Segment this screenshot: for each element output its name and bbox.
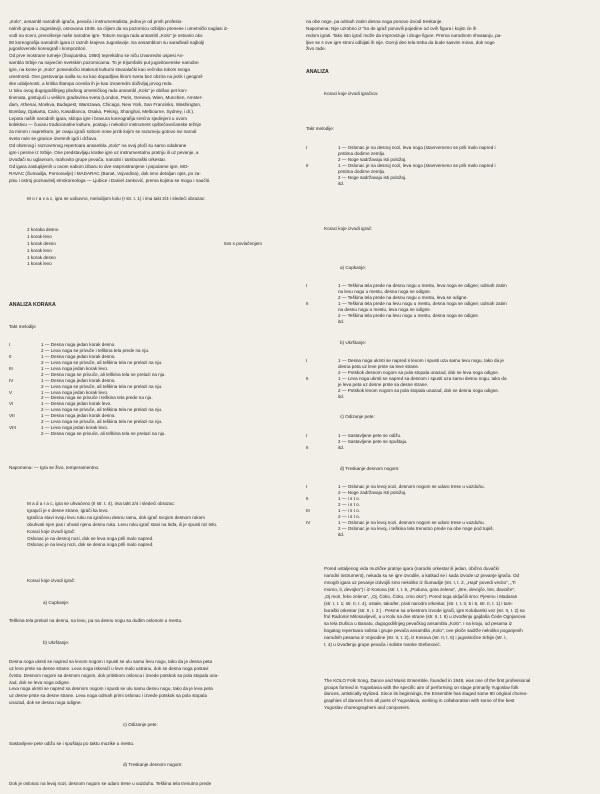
measure-number: V xyxy=(9,389,13,395)
r-ukrstanje-heading: b) Ukrštanje: xyxy=(340,339,367,345)
treskanje-text: Dok je oslonac na levoj nozi, desnom nogom se udaro trese u vazduhu. Teškina tela trenutno prede xyxy=(9,781,212,787)
step-text: 1 — Desna noga jedan korak levo. xyxy=(41,401,112,407)
step-text: itd. xyxy=(338,180,345,186)
measure-number: I xyxy=(306,358,308,364)
step-text: 1 — Oslonac je na desnoj nozi, leva noga (stavrvemeno se prili malo napred i xyxy=(338,162,496,168)
measure-number: I xyxy=(9,342,11,348)
text-line: Desna noga ukrsti se napred sa levom nogom i spusti se ulu samu levu nogu, tako da je desna peta xyxy=(9,658,213,664)
step-text: 1 — Leva noga ukrsti se napred sa desnom i spusti uza samu desnu nogu, tako da xyxy=(338,375,507,381)
step-text: 1 — Leva noga jedan korak levo. xyxy=(41,425,109,430)
text-line: nalnih grupa u Jugoslaviji, osnovana 1948. sa ciljem da na pozornicu ozbiljno prenese i umetnički naglasi iz- xyxy=(9,25,229,31)
step-text: 2 — Teškina tela prede na desnu nogu u mestu, leva se odigne. xyxy=(338,295,468,301)
step-row xyxy=(306,445,592,451)
text-line: umetnosti. Ove gostovanja nailla su na kao dopadljiva širom sveta bez obzira na jezik i geograf- xyxy=(9,74,204,80)
measure-number xyxy=(9,431,41,437)
intro-text xyxy=(9,19,292,184)
step-text: 2 — Oslonac je na levoj, i teškina tela trenutno prede na obe nogе pod tupiš. xyxy=(338,525,494,531)
measure-number: I xyxy=(306,433,308,439)
measure-number: III xyxy=(9,365,13,371)
step-row xyxy=(306,532,592,538)
ukrstanje-table xyxy=(306,358,592,399)
cupkanje-table xyxy=(306,283,592,324)
text-line: ske udaljenosti, a kritika štampa ocenila ih je kao izvanredni doživljaj prvog reda. xyxy=(9,80,173,86)
measure-number: II xyxy=(306,444,309,450)
text-line: čvrsto. Desnom nogom sa desnom nogom, dok pritiskom oslonca i izvede potskok sa pola stopala una- xyxy=(9,672,219,678)
text-line: Od obimnog i raznovrsnog repertoara ansambla „Kolo" na ovoj ploči su samo odabrane xyxy=(9,143,187,149)
step-text: 2 — Leva noga se privuče, ali teškina tela ne prelazi na nju. xyxy=(41,407,163,413)
text-line: tinenata, gostujući u velikim gradovima sveta (London, Paris, Geneva, Wien, Munchen, Amster- xyxy=(9,94,203,100)
step-row xyxy=(306,319,592,325)
measure-number xyxy=(306,319,338,325)
step-text: 2 — Noge sadržavaju isti položaj. xyxy=(338,174,407,180)
measure-number: I xyxy=(306,484,308,490)
step-text: 1 — Oslonac je na desnoj nozi, leva noga (stavrvemeno se prili malo napred i xyxy=(338,145,496,151)
step-text: je leva peta uz desne prste sa desne strane. xyxy=(338,381,429,387)
treskanje-table xyxy=(306,484,592,537)
step-text: 2 — Leva noga se privuče, ali teškina tela ne prelazi na nju. xyxy=(41,360,163,366)
step-text: 2 — Desna noga se privuče, ali teškina tela ne prelazi na nju. xyxy=(41,371,166,377)
right-top-text xyxy=(306,19,592,53)
step-text: 1 — Desna noga ukrsti se napred s levom i spusti uza samu levu nogu, tako da je xyxy=(338,358,504,364)
step-text: 1 — Teškina tela prede na desnu nogu u mestu, leva noga se odigne; odmah zatim xyxy=(338,283,507,289)
analiza-heading: ANALIZA xyxy=(306,69,329,76)
measure-number: IV xyxy=(9,377,14,383)
text-line: uz levo prste sa desne strane. Leva noga iskorači u levo malo ustranu, dok se desna noga postavi xyxy=(9,665,209,671)
step-text: itd. xyxy=(338,531,345,537)
text-line: frul Radomir Milosavljević, a u Kolu na dve strane (str. II, t. 6) u izvođenju gajdaša Čede Ognjanova xyxy=(324,614,526,620)
takt-table-igracica xyxy=(306,145,592,186)
moravac-desc: M o r a v a c, igra se uobuvno, melodijom kolu (I str. t. 1) i ima takt 2/4 i sledeći obrazac: xyxy=(27,196,206,202)
text-line: na obe noge, pa odmah zatim desna noga ponovo izvodi treskanje. xyxy=(306,18,443,24)
text-line: Igrajući je s desne strane, igrači ka levo. xyxy=(27,507,109,513)
measure-number: II xyxy=(306,375,309,381)
step-text: 2 — Leva noga se privuče, ali teškina tela ne prelazi na nju. xyxy=(41,419,163,425)
text-line: Napomena: Nije uzrobno iz "ko de igraž ponovili pojedine od ovih figura i kojim će ih xyxy=(306,25,477,31)
moravac-lines xyxy=(9,227,292,267)
text-line: jugoslovenski koreografi i kompozitori. xyxy=(9,46,87,52)
r-odizanje-heading: c) Odizanje pete: xyxy=(340,414,375,420)
measure-number: II xyxy=(306,301,309,307)
text-line: sveta nule se granice izvesnih igdi i država. xyxy=(9,136,98,142)
step-text: 2 — Noge zadržavaju isti položaj. xyxy=(338,490,407,496)
step-text: 1 — i s t o. xyxy=(338,507,360,513)
text-line: Oslonac je na levoj nozi, dok se desna noga prili malo napred. xyxy=(27,542,154,548)
step-text: prstima dodirne zemlju. xyxy=(338,151,386,157)
text-line: t. 4) u izvođenju grupe pevača i soliste Ivanke Stefanović. xyxy=(324,642,441,648)
text-line: (str. I, t. 1; str. II, t. 4), ostale, također, prati narodni orkestar, (str. I, t. 3, 5 i 6, str. II, t. 1) i tam- xyxy=(324,600,513,606)
text-line: buraški orkestar (str. II, t. 3 ) . Pesme sa orkestrom izvode igrači, igre Kolubarski vez (str. II, t. 2) sa xyxy=(324,607,525,613)
text-line: 1 korak levo xyxy=(27,261,52,267)
measure-number: II xyxy=(306,496,309,502)
text-line: Igračica stavi svoju levu ruku na igračevu desnu ramu, dok igrač svojom desnom rukom xyxy=(27,514,205,520)
text-line: „Kolo", ansambl narodnih igrača, pevača i instrumentalista, jedna je od prvih profesio- xyxy=(9,18,183,24)
closing-text xyxy=(306,566,592,648)
analiza-koraka-heading: ANALIZA KORAKA xyxy=(9,301,56,308)
text-line: Leva noga ukrsti se napred sa desnom nogom i spusti se ulu samu desnu nogu, tako da je leva peta xyxy=(9,686,213,692)
moravac-pattern xyxy=(9,215,292,286)
text-line: unazad, dok se desna noga odigne. xyxy=(9,700,82,706)
moravac-note: Svs s povlačenjem xyxy=(223,241,262,247)
text-line: uz desne prste sa desne strane. Leva noga odmah primi oslonac i izvede potskok sa pola stopala xyxy=(9,693,207,699)
ukrstanje-text xyxy=(9,659,292,706)
step-text: desna peta uz leve prste sa leve strane. xyxy=(338,364,420,370)
english-text xyxy=(306,678,592,712)
step-text: 1 — Leva noga jedan korak levo. xyxy=(41,389,109,395)
odizanje-heading: c) Odizanje pete: xyxy=(123,721,158,727)
takt-label-right: Takt melodije: xyxy=(306,126,335,132)
step-text: 2 — Potskok levom nogom sa pola stopala unazad, dok se desna noga odigne. xyxy=(338,387,500,393)
text-line: igre, na kome je „Kolo" posvedočio istaknuti kulturni stvaralački kao večnika tokom svoga xyxy=(9,67,190,73)
measure-number: IV xyxy=(306,519,311,525)
text-line: Od prve inostrane turneje (Švajcarska, 1950) teprekidno se niču izvanredni uspesi An- xyxy=(9,53,184,59)
step-text: 2 — i s t o. xyxy=(338,513,360,519)
step-text: 1 — Desna noga jedan korak desno. xyxy=(41,413,116,419)
text-line: graphies of dances from all parts of Yugoslavia, working in collaboration with some of the best xyxy=(324,698,515,704)
text-line: The KOLO Folk Song, Dance and Music Ensemble, founded in 1948, was one of the first professional xyxy=(324,677,531,683)
step-text: 1 — Sastavljene pete se odižu. xyxy=(338,433,402,439)
step-text: 1 — i s t o. xyxy=(338,496,360,502)
text-line: momo, ti, devojko") i iz Kosova (str. I, t. 5, „Poduna, gora zelena", „Bre, devojče, bre, đavolče", xyxy=(324,586,516,592)
step-row xyxy=(306,394,592,400)
step-text: 2 — Leva noga se privuče i teškina tela prede na nju. xyxy=(41,348,150,354)
step-row xyxy=(9,431,292,437)
text-line: 1 korak desno xyxy=(27,254,56,260)
text-line: sambla Srbije na najvećim svetskim pozornicama. To je trijumfalni put jugoslovenske narodne xyxy=(9,60,199,66)
step-text: 1 — Desna noga jedan korak desno. xyxy=(41,342,116,348)
text-line: Pored ustaljenog vida muzičke pratnje igara (narodni orkestar ili jedan, obično duvački xyxy=(324,566,499,572)
step-text: itd. xyxy=(338,318,345,324)
measure-number xyxy=(306,181,338,187)
measure-number: VIII xyxy=(9,425,16,430)
measure-number: II xyxy=(306,162,309,168)
odizanje-table xyxy=(306,433,592,451)
step-text: 2 — Teškina tela prede na levu nogu u mestu, desna noga se odigne. xyxy=(338,312,480,318)
text-line: Lepota naših narodnih igara, sklopa igre i bravura koreografija srećno sjedinjeni u ovom xyxy=(9,115,187,121)
text-line: 1 korak levo xyxy=(27,233,52,239)
text-line: Od igara zastupljenih u ovom nabom izbaru to dve rasprostranjene i popularne igre, MO- xyxy=(9,163,190,169)
text-line: dam, Athenai, Moskva, Budapest, Warszawa, Chicago, New York, San Francisko, Washington, xyxy=(9,101,202,107)
koraci-igrac: Koraci koje izvodi igrač: xyxy=(324,226,373,232)
text-line: 80 koreografija narodnih igara iz raznih krajeva Jugoslavije. Sa ansamblom su sarađivali najbolji xyxy=(9,39,205,45)
madarac-text xyxy=(9,501,292,548)
measure-number: I xyxy=(306,283,308,289)
takt-table-left xyxy=(9,342,292,437)
measure-number: III xyxy=(306,507,310,513)
step-row xyxy=(306,181,592,187)
koraci-igracica: Koraci koje izvodi igračica: xyxy=(324,90,379,96)
text-line: za mirom i napretkom, jer ovaju igrači sobom nose jezik kojim se razumeju gotovo svi narodi xyxy=(9,129,197,135)
text-line: živo rade. xyxy=(306,46,326,52)
measure-number: II xyxy=(9,354,12,360)
step-text: 2 — Desna noga se privuče, ali teškina tela ne prelazi na nju. xyxy=(41,430,166,436)
text-line: narodnih pesama iz Vojvodine (str. II, t. 2), iz Kosova (str. II, t. 5) i jugoistočne Srbije (str. I, xyxy=(324,635,507,641)
text-line: sa tela Dušica u Banatu, dugogodišnjeg pevačkog ansambla „Kolo". I na kraju, od pesama iz xyxy=(324,621,513,627)
r-treskanje-heading: d) Treskanje desnom nogom: xyxy=(340,465,400,471)
measure-number: VII xyxy=(9,413,15,419)
odizanje-text: Sastavljene pete odižu se i spuštaju po taktu muzike u mestu. xyxy=(9,740,135,746)
left-column xyxy=(9,7,292,794)
text-line: Koraci koje izvodi igrač: xyxy=(27,528,76,534)
step-text: itd. xyxy=(338,444,345,450)
text-line: Oslonac je na desnoj nozi, dok se leva noga prili malo napred. xyxy=(27,535,154,541)
cupkanje-text: Teškina tela prelazi na desnu, na levu, pa na desnu nogu sa duđim oslonom u mestu. xyxy=(9,618,183,624)
text-line: zad, dok se leva noga odigne. xyxy=(9,679,71,685)
r-cupkanje-heading: a) Cupkanje: xyxy=(340,264,367,270)
text-line: ljive se s ove igre stroni odbijati ih nije. Gornji deo tela treba da bude sasvim miran, dok nogе xyxy=(306,39,495,45)
step-text: prstima dodirne zemlju. xyxy=(338,168,386,174)
text-line: 1 korak desno xyxy=(27,240,56,246)
right-column xyxy=(306,7,592,718)
text-line: U toku ovog dugogodišnjeg plodnog umetničkog rada ansambl „Kolo" je obišao pet kon- xyxy=(9,87,188,93)
text-line: Bombay, Djakarta, Cairo, Kasablanca, Osaka, Peking, Shanghai, Melbourne, Sydney, i dr.). xyxy=(9,108,195,114)
text-line: kolektivu — čuvaru tradicionalne kulture, postaju i nekolicir instrument opštečovečanske težnje xyxy=(9,122,202,128)
step-text: 1 — Desna noga jedan korak desno. xyxy=(41,377,116,383)
step-text: 1 — Oslonac je na levoj nozi, desnom nogom se udaro trese u vazduhu. xyxy=(338,519,485,525)
step-text: 2 — i s t o. xyxy=(338,502,360,508)
text-line: obuhvati njen pas i uhvati njenu desnu ruku. Levu ruku igrač stavi na leđa, ili je spusti niz telo. xyxy=(27,521,218,527)
koraci-heading: Koraci koje izvodi igrač: xyxy=(27,577,76,583)
text-line: igre i pesme iz Srbije. One predstavljaju kratke igre uz instrumentalnu pratnju ili uz pevanje, a xyxy=(9,150,199,156)
measure-number xyxy=(306,394,338,400)
text-line: dances, artistically stylized. Since its beginnings, the Ensemble has staged some 80 original choreo- xyxy=(324,691,528,697)
text-line: Yugoslav choreographers and composers. xyxy=(324,705,411,711)
text-line: 1 korak levo xyxy=(27,247,52,253)
treskanje-heading: d) Treskanje desnom nogom: xyxy=(123,762,183,768)
cupkanje-heading: a) Cupkanje: xyxy=(43,599,70,605)
text-line: narodni instrument), nekada su se igre izvodile, a katkad se i sada izvode uz pevanje igrača. Od xyxy=(324,573,520,579)
measure-number xyxy=(306,532,338,538)
text-line: mnogih igara uz pevanje izdvojili smo nekoliko iz Šumadije (str. I, t. 2, „Hajd' povedi vecito", „Ti xyxy=(324,579,516,585)
text-line: 2 korakа desno xyxy=(27,226,59,232)
step-text: itd. xyxy=(338,393,345,399)
napomena: Napomena: — Igra se živo, temperamentno. xyxy=(9,465,100,471)
step-text: 2 — Desna noga se privuče i teškina tela prede na nju. xyxy=(41,395,153,401)
measure-number: VI xyxy=(9,401,14,407)
text-line: bogatog repertoara solista i grupe pevača ansambla „Kolo", ove ploče sadrže nekoliko poganjenih xyxy=(324,628,523,634)
text-line: redom igrati. Tako isto igrač može da improvizuje i druge figure. Prema narodnom shvatanju, pa- xyxy=(306,32,502,38)
step-text: 2 — Noge sadržavaju isti položaj. xyxy=(338,156,407,162)
step-text: 2 — Leva noga se privuče, ali teškina tela ne prelazi na nju. xyxy=(41,383,163,389)
step-text: 1 — Leva noga jedan korak levo. xyxy=(41,365,109,371)
ukrstanje-heading: b) Ukrštanje: xyxy=(43,640,70,646)
step-text: 1 — Oslonac je na levoj nozi, desnom nogom se udaro trese u vazduhu. xyxy=(338,484,485,490)
text-line: RAVAC (Šumadija, Pomoravlje) i MADARAC (Banat, Vojvodina), dok smo detaljan opis, po za- xyxy=(9,170,201,176)
step-text: 1 — Desna noga jedan korak desno. xyxy=(41,354,116,360)
step-text: 2 — Sastavljene pete se spuštaju. xyxy=(338,439,408,444)
step-text: 1 — Teškina tela prede na levu nogu u mestu, desna noga se odigne; odmah zatim xyxy=(338,301,507,307)
takt-label: Takt melodije xyxy=(9,323,36,329)
text-line: pisu i ostroj poznavitelj etnokoreologa — Ljubice i Daniel Janković, prema kojima se mogu i naučiti. xyxy=(9,177,211,183)
text-line: izvođači su uglavnom, mahovito grupe pevača, narodni i tamburaški orkestar. xyxy=(9,156,167,162)
text-line: groups formed in Yugoslavia with the specific aim of performing on stage primarily Yugoslav folk xyxy=(324,684,519,690)
text-line: M a d a r a c, igra se uhvaćeno (II str. t. 4), ima takt 2/4 i sledeći obrazac: xyxy=(27,500,176,506)
text-line: „Oj mori, feko zelena", „Oj, Čoko, Čoko, crno oko"). Pored toga uključili smo: Pjesmu i Madaran xyxy=(324,593,518,599)
step-text: na levu nogu u mestu, desna noga se odigne. xyxy=(338,289,431,295)
step-text: na desnu nogu u mestu, leva noga se odigne. xyxy=(338,306,431,312)
step-text: 2 — Potskok desnom nogom sa pola stopala unazad, dok se leva noga odigne. xyxy=(338,370,500,376)
text-line: vođi na sceni, prenošenje naše narodne igre. Tokom svoga rada ansambl „Kolo" je ostvario oko xyxy=(9,32,203,38)
measure-number: I xyxy=(306,145,308,151)
